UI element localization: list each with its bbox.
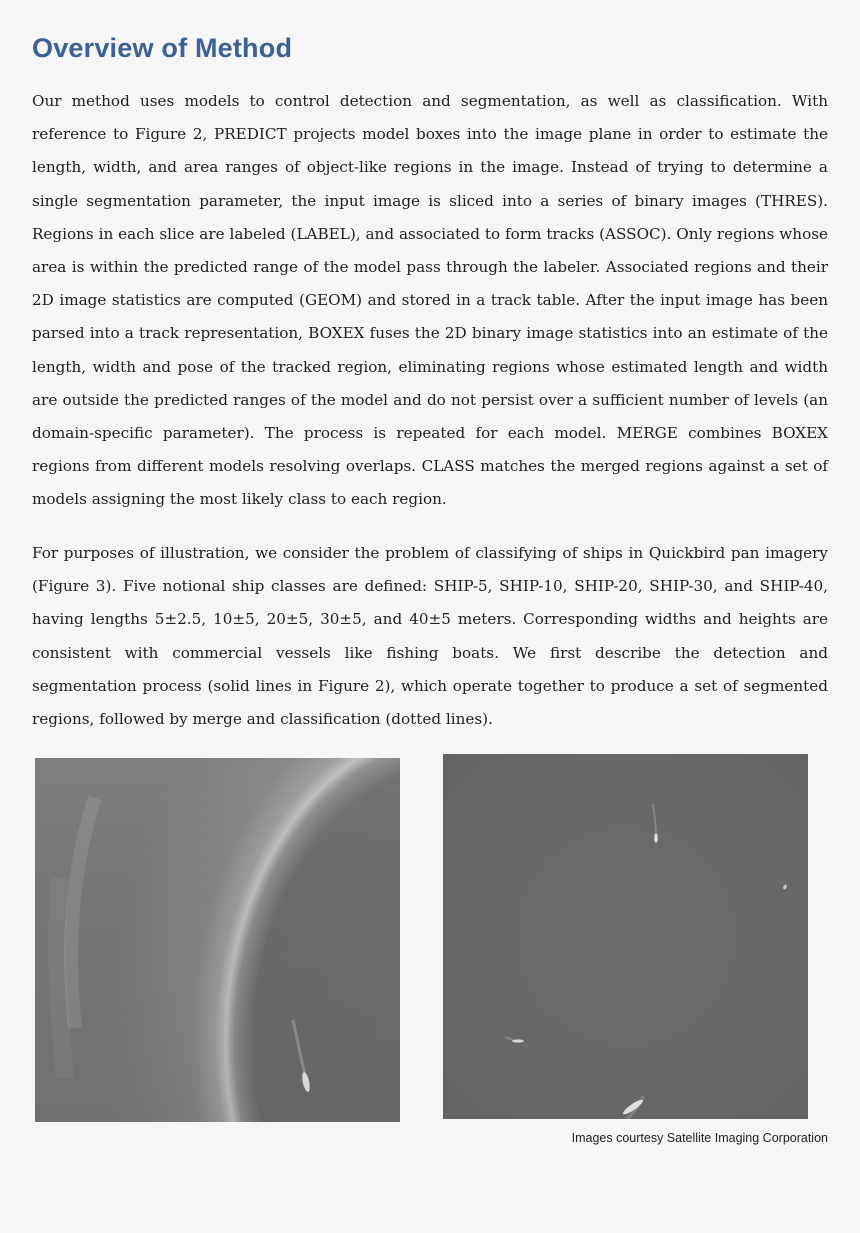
satellite-image-open-water — [443, 754, 808, 1119]
section-heading: Overview of Method — [32, 33, 293, 63]
paragraph-method: Our method uses models to control detection and segmentation, as well as classification. With reference to Figure 2, PREDICT projects model boxes into the image plane in order to estimate the length, width, and area ranges of object-like regions in the image. Instead of trying to determine a single segmentation parameter, the input image is sliced into a series of binary images (THRES). Regions in each slice are labeled (LABEL), and associated to form tracks (ASSOC). Only regions whose area is within the predicted range of the model pass through the labeler. Associated regions and their 2D image statistics are computed (GEOM) and stored in a track table. After the input image has been parsed into a track representation, BOXEX fuses the 2D binary image statistics into an estimate of the length, width and pose of the tracked region, eliminating regions whose estimated length and width are outside the predicted ranges of the model and do not persist over a sufficient number of levels (an domain-specific parameter). The process is repeated for each model. MERGE combines BOXEX regions from different models resolving overlaps. CLASS matches the merged regions against a set of models assigning the most likely class to each region. — [32, 92, 828, 509]
satellite-image-coastline — [35, 758, 400, 1122]
paragraph-illustration: For purposes of illustration, we consider the problem of classifying of ships in Quickbird pan imagery (Figure 3). Five notional ship classes are defined: SHIP-5, SHIP-10, SHIP-20, SHIP-30, and SHIP-40, having lengths 5±2.5, 10±5, 20±5, 30±5, and 40±5 meters. Corresponding widths and heights are consistent with commercial vessels like fishing boats. We first describe the detection and segmentation process (solid lines in Figure 2), which operate together to produce a set of segmented regions, followed by merge and classification (dotted lines). — [32, 544, 828, 729]
image-credit-caption: Images courtesy Satellite Imaging Corporation — [571, 1131, 828, 1145]
